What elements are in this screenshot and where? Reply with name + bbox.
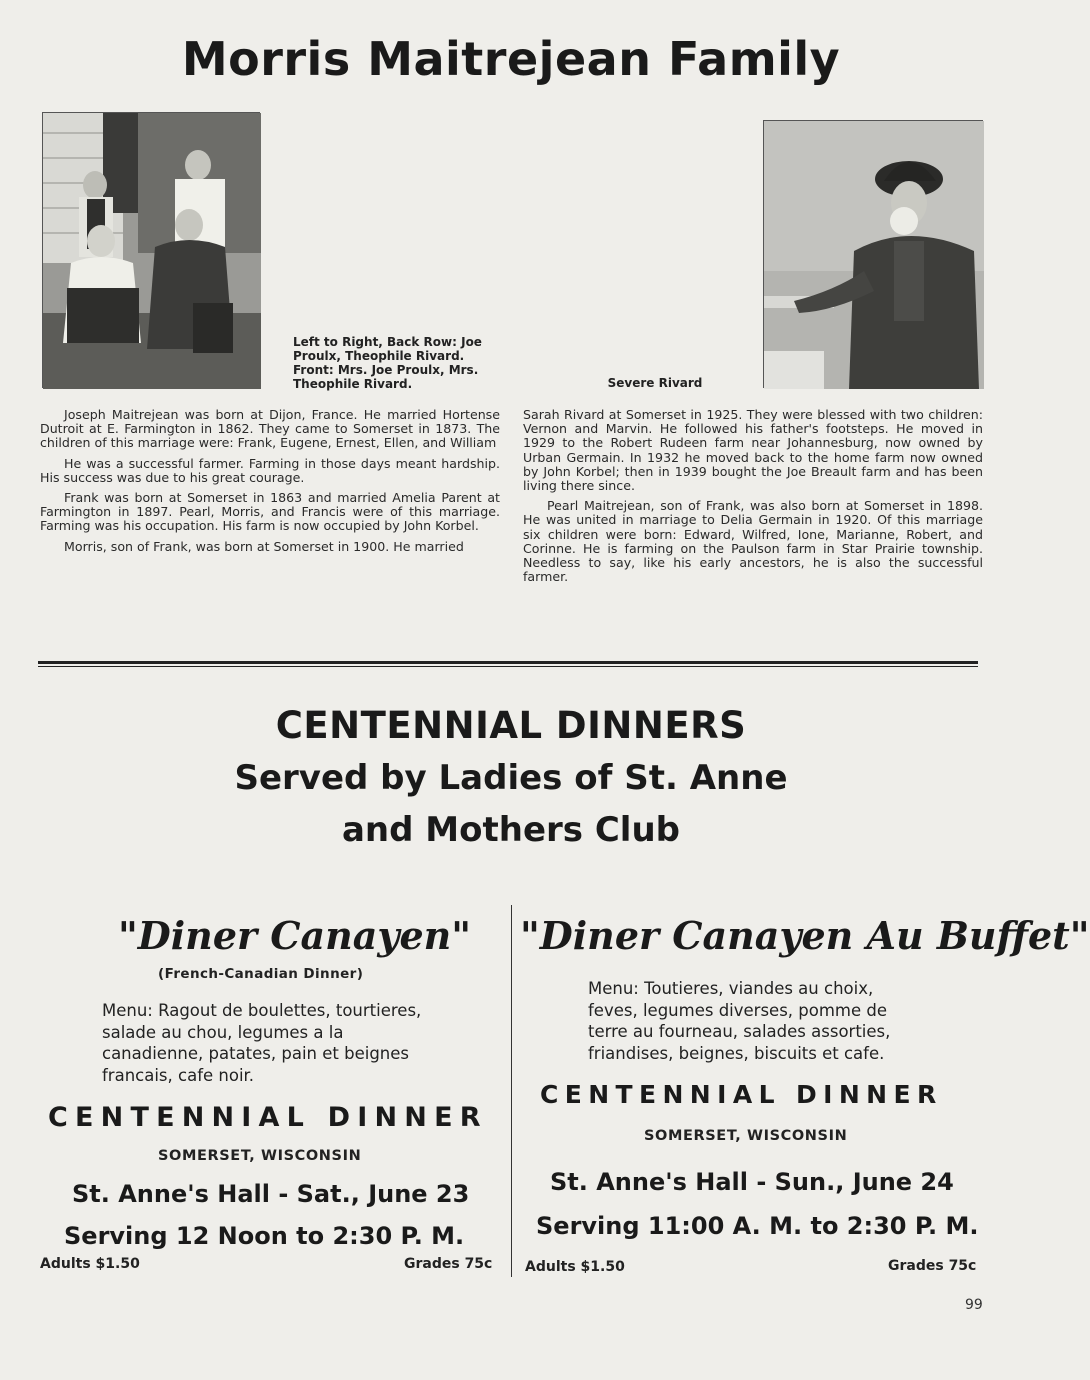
article-paragraph: Frank was born at Somerset in 1863 and married Amelia Parent at Farmington in 1897. Pearl, Morris, and Francis were of this marriage. Farming was his occupation. His farm is now occupied by John Korbel. (40, 490, 500, 534)
article-paragraph: Joseph Maitrejean was born at Dijon, France. He married Hortense Dutroit at E. Farmington in 1862. They came to Somerset in 1873. The children of this marriage were: Frank, Eugene, Ernest, Ellen, and William (40, 407, 500, 451)
article-column-right (523, 408, 983, 590)
right-ad-title: "Diner Canayen Au Buffet" (520, 913, 1090, 958)
ad-heading: CENTENNIAL DINNERS (275, 704, 747, 747)
right-ad-menu: Menu: Toutieres, viandes au choix, feves, legumes diverses, pomme de terre au fourneau, salades assorties, friandises, beignes, biscuits et cafe. (588, 979, 891, 1063)
article-paragraph: He was a successful farmer. Farming in those days meant hardship. His success was due to his great courage. (40, 455, 500, 485)
page-number: 99 (965, 1297, 983, 1313)
family-photo (42, 112, 260, 388)
right-centennial-dinner: CENTENNIAL DINNER (540, 1080, 943, 1109)
article-paragraph: Pearl Maitrejean, son of Frank, was also born at Somerset in 1898. He was united in marriage to Delia Germain in 1920. Of this marriage six children were born: Edward, Wilfred, Ione, Marianne, Robert, and Corinne. He is farming on the Paulson farm in Star Prairie township. Needless to say, like his early ancestors, he is also the successful farmer. (523, 498, 983, 585)
right-serving-time: Serving 11:00 A. M. to 2:30 P. M. (536, 1212, 979, 1240)
severe-rivard-caption: Severe Rivard (607, 376, 703, 390)
article-paragraph: Morris, son of Frank, was born at Somerset in 1900. He married (64, 538, 464, 554)
article-paragraph: Sarah Rivard at Somerset in 1925. They were blessed with two children: Vernon and Marvin. He followed his father's footsteps. He moved in 1929 to the Robert Rudeen farm near Johannesburg, now owned by Urban Germain. In 1932 he moved back to the home farm now owned by John Korbel; then in 1939 bought the Joe Breault farm and has been living there since. (523, 407, 983, 494)
ad-column-divider (511, 905, 512, 1277)
right-location: SOMERSET, WISCONSIN (644, 1128, 848, 1144)
left-hall-date: St. Anne's Hall - Sat., June 23 (72, 1180, 470, 1208)
left-ad-menu: Menu: Ragout de boulettes, tourtieres, salade au chou, legumes a la canadienne, patates, pain et beignes francais, cafe noir. (102, 1001, 422, 1085)
left-location: SOMERSET, WISCONSIN (158, 1148, 362, 1164)
left-ad-title: "Diner Canayen" (118, 913, 472, 958)
left-centennial-dinner: CENTENNIAL DINNER (48, 1102, 488, 1133)
family-photo-caption: Left to Right, Back Row: Joe Proulx, Theophile Rivard. Front: Mrs. Joe Proulx, Mrs. Theophile Rivard. (293, 335, 482, 391)
page-title: Morris Maitrejean Family (181, 32, 841, 86)
right-adults-price: Adults $1.50 (525, 1259, 625, 1275)
severe-rivard-photo (763, 120, 983, 388)
article-column-left (40, 408, 500, 560)
ad-subheading-2: and Mothers Club (341, 810, 681, 850)
left-ad-subtitle: (French-Canadian Dinner) (158, 966, 364, 982)
left-adults-price: Adults $1.50 (40, 1256, 140, 1272)
section-divider-thin (38, 666, 978, 667)
right-grades-price: Grades 75c (888, 1258, 977, 1274)
left-serving-time: Serving 12 Noon to 2:30 P. M. (64, 1222, 465, 1250)
left-grades-price: Grades 75c (404, 1256, 493, 1272)
ad-subheading: Served by Ladies of St. Anne (234, 758, 788, 798)
section-divider-thick (38, 661, 978, 664)
right-hall-date: St. Anne's Hall - Sun., June 24 (550, 1168, 954, 1196)
